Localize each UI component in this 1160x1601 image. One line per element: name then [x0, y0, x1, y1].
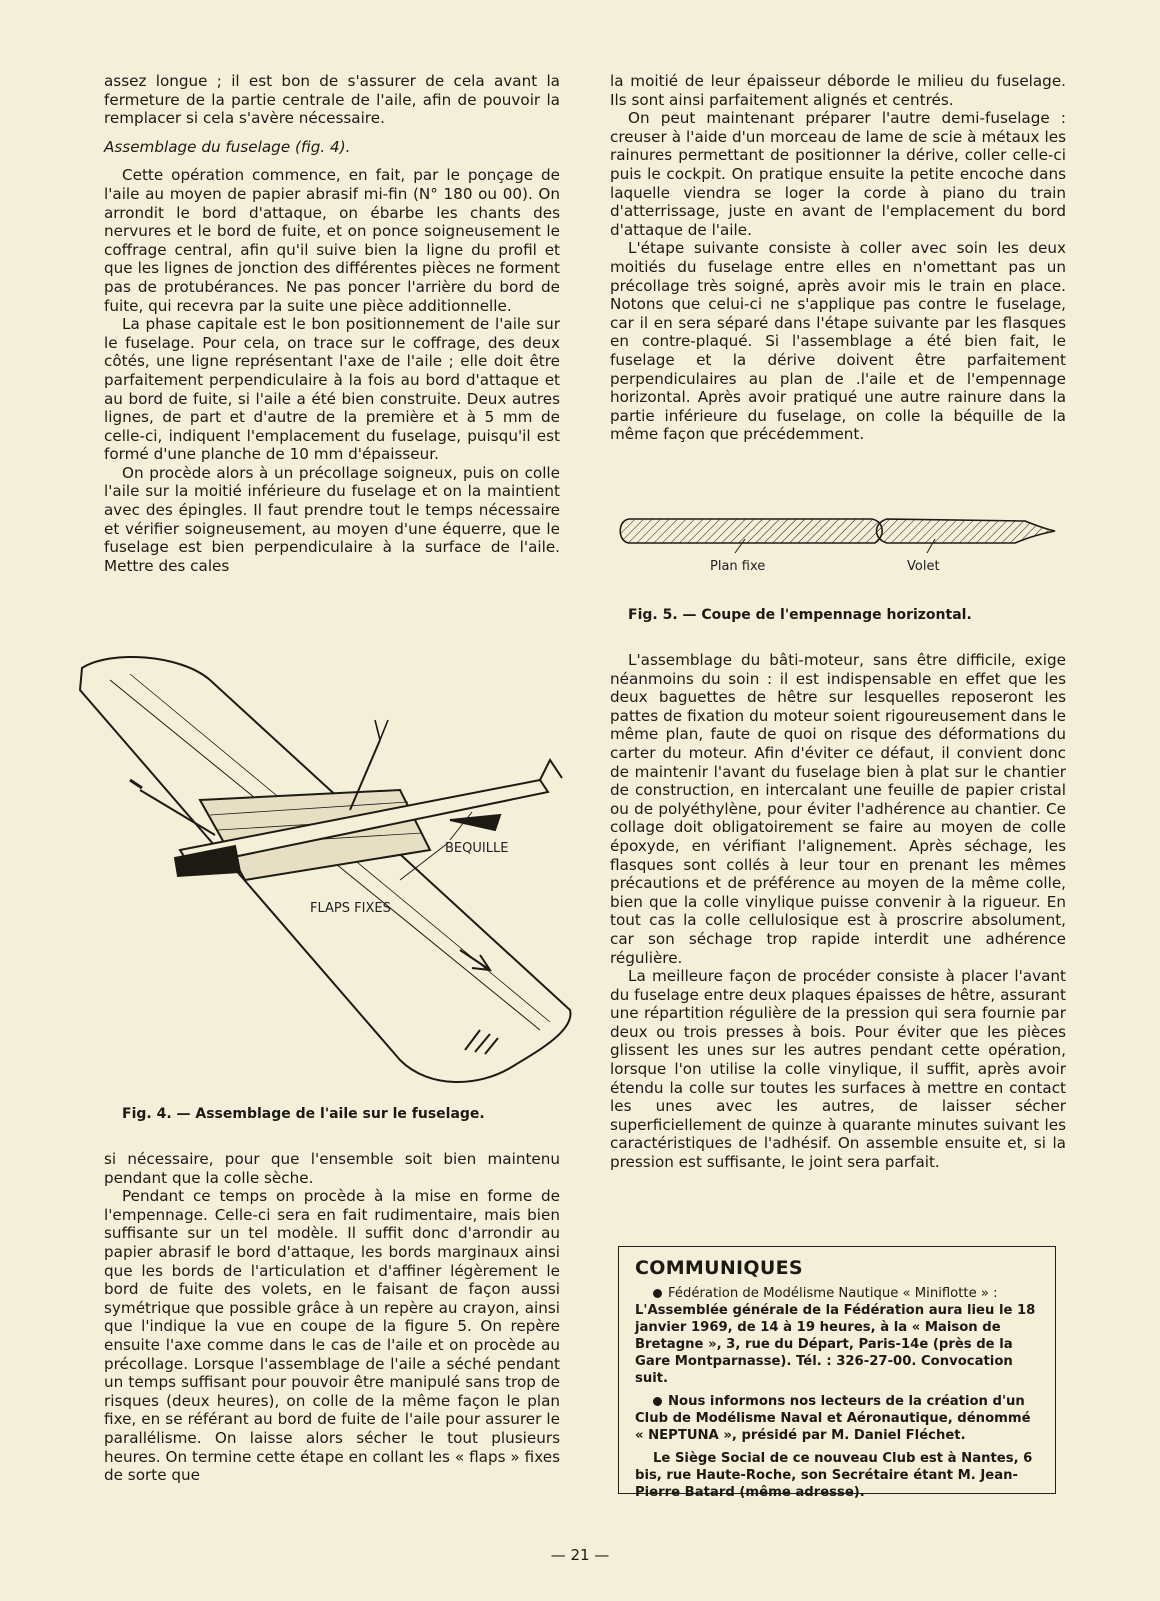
bullet-icon	[653, 1289, 662, 1298]
paragraph: L'assemblage du bâti-moteur, sans être difficile, exige néanmoins du soin : il est indispensable en effet que les deux baguettes de hêtre sur lesquelles reposeront les pattes de fixation du moteur soient rigoureusement dans le même plan, faute de quoi on risque des déformations du carter du moteur. Afin d'éviter ce défaut, il convient donc de maintenir l'avant du fuselage bien à plat sur le chantier de construction, en intercalant une feuille de papier cristal ou de polyéthylène, pour éviter l'adhérence au chantier. Ce collage doit obligatoirement se faire au moyen de colle époxyde, en vérifiant l'alignement. Après séchage, les flasques sont collés à leur tour en prenant les mêmes précautions et de préférence au moyen de la même colle, bien que la colle vinylique puisse convenir à la rigueur. En tout cas la colle cellulosique est à proscrire absolument, car son séchage trop rapide interdit une adhérence régulière.	[610, 651, 1066, 967]
paragraph: La meilleure façon de procéder consiste à placer l'avant du fuselage entre deux plaques épaisses de hêtre, assurant une répartition régulière de la pression qui sera fournie par deux ou trois presses à bois. Pour éviter que les pièces glissent les unes sur les autres pendant cette opération, lorsque l'on utilise la colle vinylique, il suffit, après avoir étendu la colle sur toutes les surfaces à mettre en contact les unes avec les autres, de laisser sécher superficiellement de quinze à quarante minutes suivant les caractéristiques de l'adhésif. On assemble ensuite et, si la pression est suffisante, le joint sera parfait.	[610, 967, 1066, 1172]
page-number: — 21 —	[550, 1546, 610, 1564]
right-column-mid	[610, 651, 1066, 1172]
paragraph: la moitié de leur épaisseur déborde le milieu du fuselage. Ils sont ainsi parfaitement alignés et centrés.	[610, 72, 1066, 109]
paragraph: On procède alors à un précollage soigneux, puis on colle l'aile sur la moitié inférieure du fuselage et on la maintient avec des épingles. Il faut prendre tout le temps nécessaire et vérifier soigneusement, au moyen d'une équerre, que le fuselage est bien perpendiculaire à la surface de l'aile. Mettre des cales	[104, 463, 560, 575]
left-column-top	[104, 72, 560, 575]
label-bequille: BEQUILLE	[445, 841, 509, 856]
figure-4-wing-assembly-drawing	[70, 650, 580, 1096]
communique-item-2-text: Nous informons nos lecteurs de la création d'un Club de Modélisme Naval et Aéronautique, dénommé « NEPTUNA », présidé par M. Daniel Fléchet.	[635, 1394, 1031, 1443]
label-volet: Volet	[907, 559, 940, 574]
bullet-icon	[653, 1397, 662, 1406]
paragraph: Cette opération commence, en fait, par le ponçage de l'aile au moyen de papier abrasif mi-fin (N° 180 ou 00). On arrondit le bord d'attaque, on ébarbe les chants des nervures et le bord de fuite, et on ponce soigneusement le coffrage central, afin qu'il suive bien la ligne du profil et que les lignes de jonction des différentes pièces ne forment pas de protubérances. Ne pas poncer l'arrière du bord de fuite, qui recevra par la suite une pièce additionnelle.	[104, 166, 560, 315]
paragraph: La phase capitale est le bon positionnement de l'aile sur le fuselage. Pour cela, on trace sur le coffrage, des deux côtés, une ligne représentant l'axe de l'aile ; elle doit être parfaitement perpendiculaire à la fois au bord d'attaque et au bord de fuite, si l'aile a été bien construite. Deux autres lignes, de part et d'autre de la première et à 5 mm de celle-ci, indiquent l'emplacement du fuselage, puisqu'il est formé d'une planche de 10 mm d'épaisseur.	[104, 315, 560, 464]
right-column-top	[610, 72, 1066, 444]
figure-4-caption: Fig. 4. — Assemblage de l'aile sur le fuselage.	[122, 1106, 485, 1122]
communique-item-1	[635, 1285, 1041, 1387]
communique-item-1-lead: Fédération de Modélisme Nautique « Miniflotte » :	[668, 1286, 998, 1301]
communique-item-3: Le Siège Social de ce nouveau Club est à Nantes, 6 bis, rue Haute-Roche, son Secrétaire étant M. Jean-Pierre Batard (même adresse).	[635, 1451, 1033, 1500]
communiques-box	[618, 1246, 1056, 1500]
paragraph: L'étape suivante consiste à coller avec soin les deux moitiés du fuselage entre elles en n'omettant pas un précollage très soigné, après avoir mis le train en place. Notons que celui-ci ne s'applique pas contre le fuselage, car il en sera séparé dans l'étape suivante par les flasques en contre-plaqué. Si l'assemblage a été bien fait, le fuselage et la dérive doivent être parfaitement perpendiculaires au plan de .l'aile et de l'empennage horizontal. Après avoir pratiqué une autre rainure dans la partie inférieure du fuselage, on colle la béquille de la même façon que précédemment.	[610, 239, 1066, 444]
figure-5-tailplane-section	[615, 505, 1060, 585]
label-plan-fixe: Plan fixe	[710, 559, 766, 574]
paragraph: Pendant ce temps on procède à la mise en forme de l'empennage. Celle-ci sera en fait rudimentaire, mais bien suffisante sur un tel modèle. Il suffit donc d'arrondir au papier abrasif le bord d'attaque, les bords marginaux ainsi que les bords de l'articulation et d'affiner légèrement le bord de fuite des volets, en le faisant de façon aussi symétrique que possible grâce à un repère au crayon, ainsi que l'indique la vue en coupe de la figure 5. On repère ensuite l'axe comme dans le cas de l'aile et on procède au précollage. Lorsque l'assemblage de l'aile a séché pendant un temps suffisant pour pouvoir être manipulé sans trop de risques (deux heures), on colle de la même façon le plan fixe, en se référant au bord de fuite de l'aile pour assurer le parallélisme. On laisse alors sécher le tout plusieurs heures. On termine cette étape en collant les « flaps » fixes de sorte que	[104, 1187, 560, 1485]
label-flaps-fixes: FLAPS FIXES	[310, 901, 391, 916]
communique-item-2	[635, 1393, 1041, 1444]
paragraph: assez longue ; il est bon de s'assurer de cela avant la fermeture de la partie centrale de l'aile, afin de pouvoir la remplacer si cela s'avère nécessaire.	[104, 72, 560, 128]
left-column-bottom	[104, 1150, 560, 1485]
communiques-title: COMMUNIQUES	[635, 1257, 803, 1279]
communique-item-1-body: L'Assemblée générale de la Fédération aura lieu le 18 janvier 1969, de 14 à 19 heures, à la « Maison de Bretagne », 3, rue du Départ, Paris-14e (près de la Gare Montparnasse). Tél. : 326-27-00. Convocation suit.	[635, 1303, 1036, 1386]
paragraph: si nécessaire, pour que l'ensemble soit bien maintenu pendant que la colle sèche.	[104, 1150, 560, 1187]
paragraph: On peut maintenant préparer l'autre demi-fuselage : creuser à l'aide d'un morceau de lame de scie à métaux les rainures permettant de positionner la dérive, coller celle-ci puis le cockpit. On pratique ensuite la petite encoche dans laquelle viendra se loger la corde à piano du train d'atterrissage, juste en avant de l'emplacement du bord d'attaque de l'aile.	[610, 109, 1066, 239]
figure-5-caption: Fig. 5. — Coupe de l'empennage horizontal.	[628, 607, 972, 623]
section-heading: Assemblage du fuselage (fig. 4).	[104, 137, 351, 156]
